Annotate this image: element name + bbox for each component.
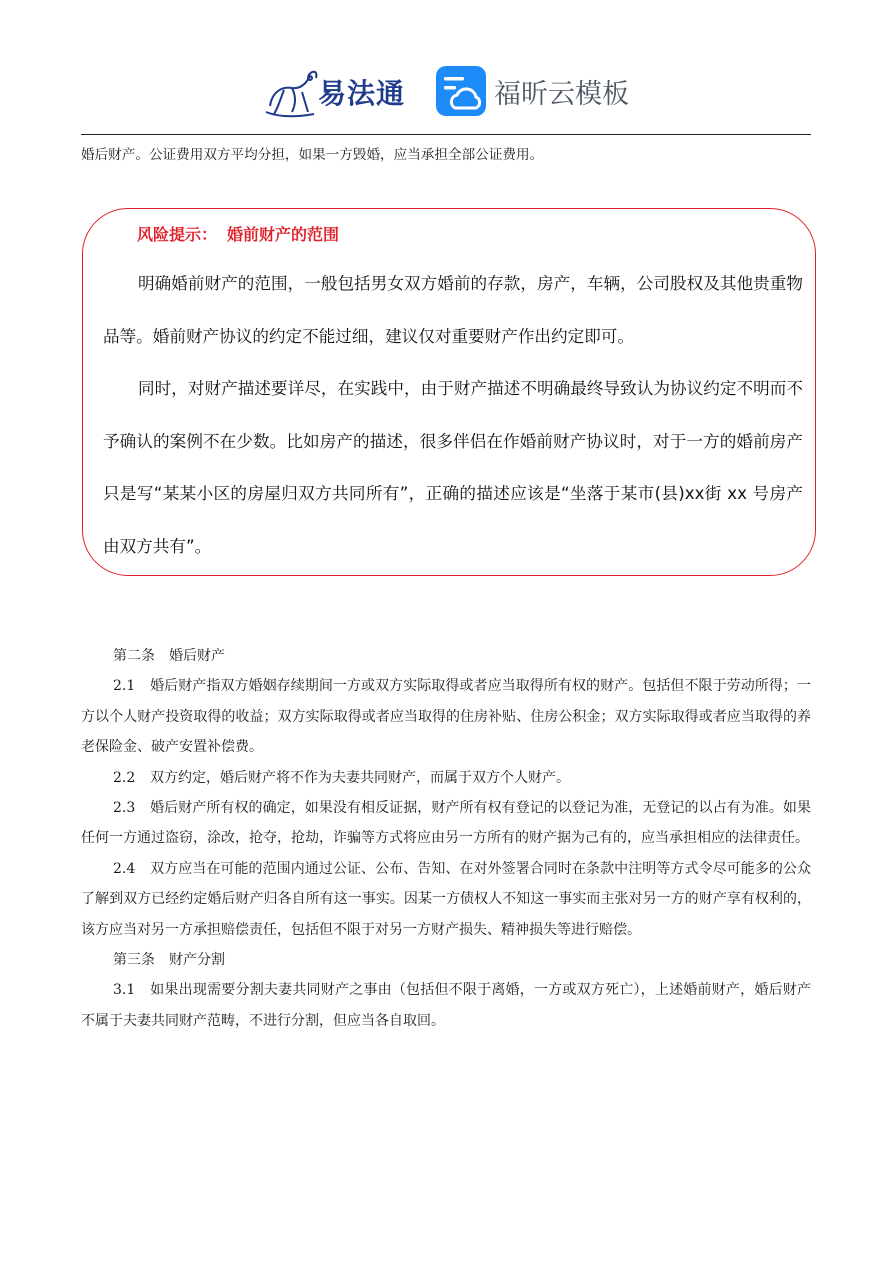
clause-number: 2.4 — [113, 860, 136, 877]
risk-paragraph: 同时，对财产描述要详尽，在实践中，由于财产描述不明确最终导致认为协议约定不明而不予确认的案例不在少数。比如房产的描述，很多伴侣在作婚前财产协议时，对于一方的婚前房产只是写“某某小区的房屋归双方共同所有”，正确的描述应该是“坐落于某市(县)xx街 xx 号房产由双方共有”。 — [103, 379, 803, 556]
clause-text: 如果出现需要分割夫妻共同财产之事由（包括但不限于离婚，一方或双方死亡），上述婚前财产，婚后财产不属于夫妻共同财产范畴，不进行分割，但应当各自取回。 — [81, 982, 811, 1029]
clause-text: 双方应当在可能的范围内通过公证、公布、告知、在对外签署合同时在条款中注明等方式令尽可能多的公众了解到双方已经约定婚后财产归各自所有这一事实。因某一方债权人不知这一事实而主张对另一方的财产享有权利的，该方应当对另一方承担赔偿责任，包括但不限于对另一方财产损失、精神损失等进行赔偿。 — [81, 860, 811, 938]
clause-number: 2.2 — [113, 769, 136, 786]
cloud-template-icon — [436, 66, 486, 116]
clause-number: 2.3 — [113, 800, 136, 817]
clause-text: 婚后财产指双方婚姻存续期间一方或双方实际取得或者应当取得所有权的财产。包括但不限于劳动所得；一方以个人财产投资取得的收益；双方实际取得或者应当取得的住房补贴、住房公积金；双方实际取得或者应当取得的养老保险金、破产安置补偿费。 — [81, 678, 811, 756]
clause — [81, 793, 811, 854]
fuxin-template-logo-text: 福昕云模板 — [494, 79, 629, 110]
clause — [81, 763, 811, 793]
clause-text: 婚后财产所有权的确定，如果没有相反证据，财产所有权有登记的以登记为准，无登记的以占有为准。如果任何一方通过盗窃，涂改，抢夺，抢劫，诈骗等方式将应由另一方所有的财产据为己有的，应当承担相应的法律责任。 — [81, 800, 811, 847]
clause-number: 3.1 — [113, 982, 136, 999]
article-two — [81, 641, 811, 1036]
header-divider — [81, 134, 811, 135]
clause — [81, 975, 811, 1036]
risk-paragraph: 明确婚前财产的范围，一般包括男女双方婚前的存款，房产，车辆，公司股权及其他贵重物品等。婚前财产协议的约定不能过细，建议仅对重要财产作出约定即可。 — [103, 274, 803, 346]
risk-notice-label: 风险提示： — [137, 225, 218, 244]
clause-text: 双方约定，婚后财产将不作为夫妻共同财产，而属于双方个人财产。 — [150, 769, 570, 786]
clause — [81, 854, 811, 945]
risk-notice-title — [137, 222, 339, 245]
article-heading: 第三条 财产分割 — [113, 952, 225, 969]
continued-paragraph: 婚后财产。公证费用双方平均分担，如果一方毁婚，应当承担全部公证费用。 — [81, 147, 544, 163]
clause-number: 2.1 — [113, 678, 136, 695]
yifatong-logo-text: 易法通 — [318, 77, 406, 110]
clause — [81, 671, 811, 762]
page-header — [0, 58, 893, 128]
article-heading: 第二条 婚后财产 — [113, 648, 225, 664]
risk-notice-topic: 婚前财产的范围 — [227, 225, 340, 244]
